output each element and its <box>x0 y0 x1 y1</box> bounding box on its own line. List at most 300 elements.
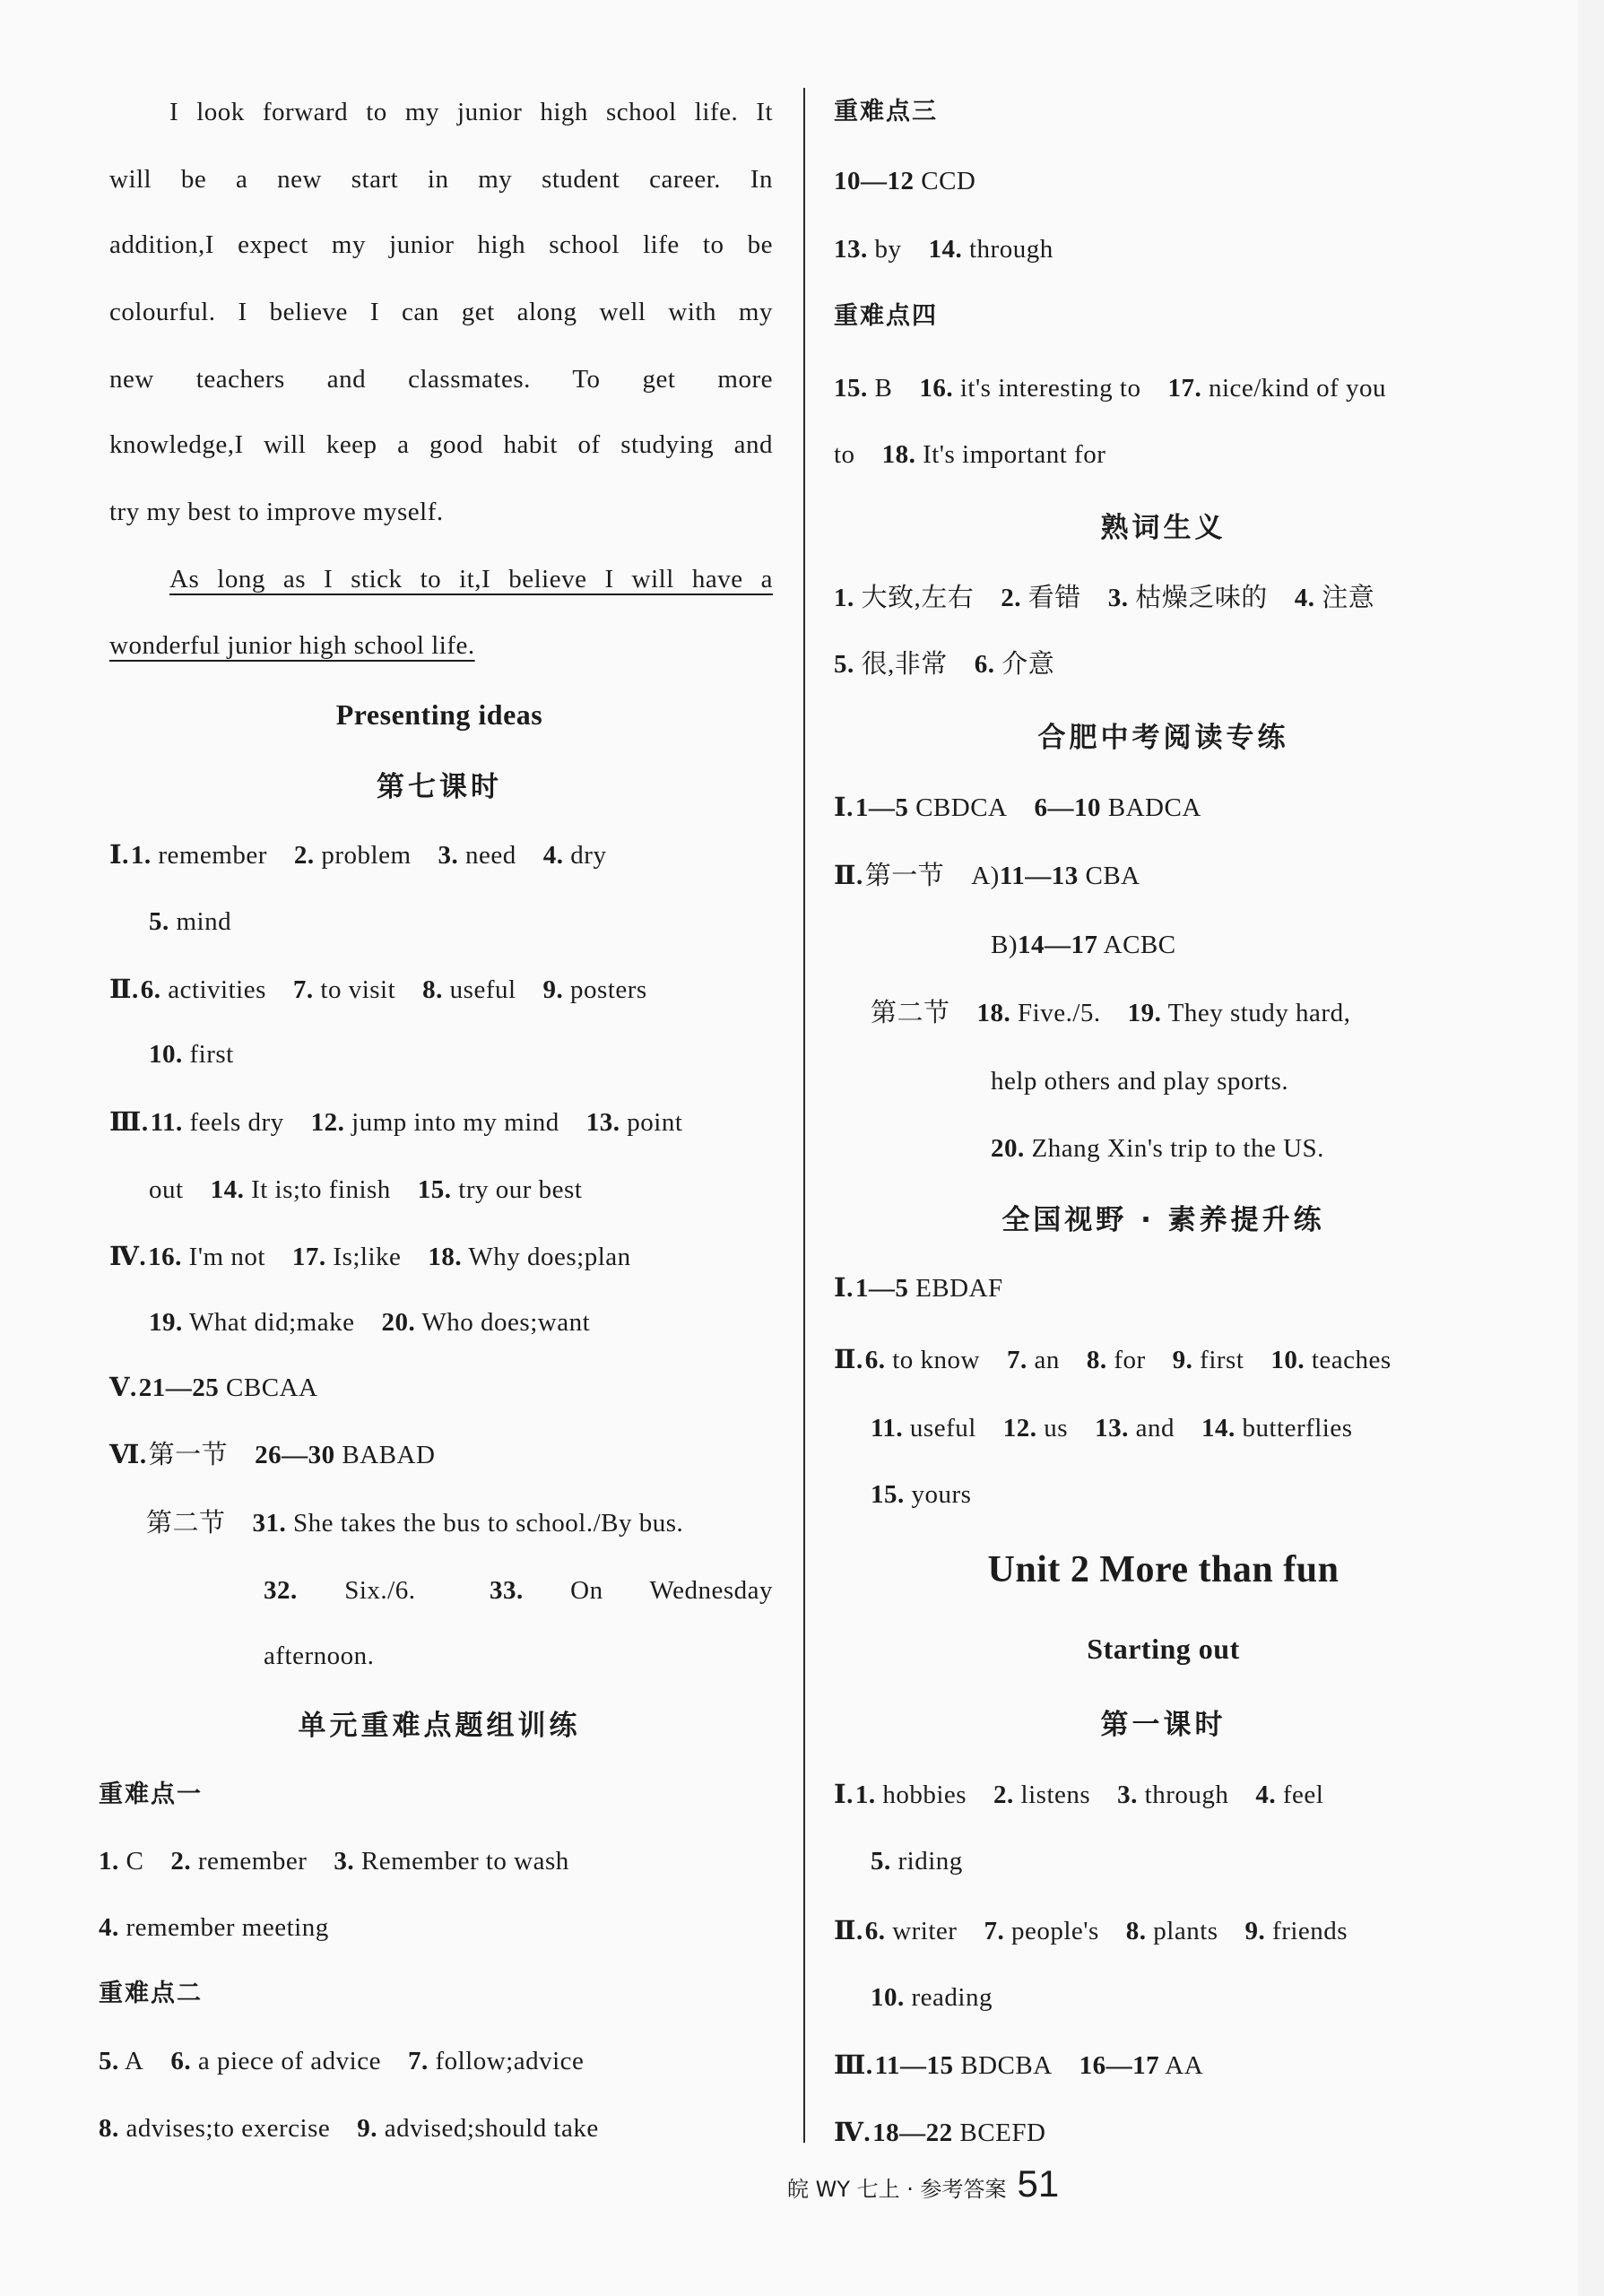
answer-item <box>834 1346 980 1374</box>
subsection-heading <box>99 1974 203 2014</box>
answer-text: 第七课时 <box>377 771 502 803</box>
answer-text: advised;should take <box>377 2114 599 2143</box>
answer-text: 很,非常 <box>854 650 948 679</box>
question-number: 15. <box>834 374 868 403</box>
answer-text: yours <box>904 1480 972 1509</box>
question-number: 9. <box>1244 1917 1266 1945</box>
question-number: 3. <box>1107 584 1129 612</box>
answer-item <box>149 1040 234 1069</box>
essay-line <box>109 160 773 199</box>
answer-text: people's <box>1004 1917 1099 1945</box>
answer-line <box>871 1408 1353 1448</box>
question-number: 1. <box>130 841 152 870</box>
question-number: 16. <box>919 374 954 403</box>
question-number: 9. <box>542 975 564 1004</box>
answer-text: a piece of advice <box>191 2047 381 2075</box>
answer-item <box>1270 1346 1391 1374</box>
answer-line <box>109 1237 631 1277</box>
question-number: 2. <box>1001 584 1022 612</box>
answer-line <box>149 902 231 941</box>
answer-item <box>109 841 267 870</box>
answer-text: to know <box>885 1346 980 1374</box>
answer-text: by <box>867 235 902 264</box>
answer-item <box>334 1847 568 1876</box>
answer-item <box>311 1108 559 1137</box>
answer-item <box>834 793 1008 822</box>
answer-item <box>169 98 773 126</box>
answer-item <box>109 498 444 526</box>
question-number: 8. <box>422 975 443 1004</box>
answer-item <box>169 565 773 593</box>
answer-text: try my best to improve myself. <box>109 498 444 526</box>
question-number: 8. <box>1125 1917 1147 1945</box>
question-number: 11. <box>871 1414 904 1443</box>
answer-text: addition,I expect my junior high school life to be <box>109 230 773 259</box>
answer-text: 熟词生义 <box>1100 512 1227 544</box>
answer-line <box>834 2046 1203 2085</box>
question-number: 16—17 <box>1079 2051 1160 2080</box>
answer-text: 注意 <box>1314 584 1375 612</box>
answer-text: butterflies <box>1235 1414 1353 1443</box>
answer-item <box>586 1108 683 1137</box>
roman-numeral: Ⅱ. <box>834 1346 863 1374</box>
answer-text: 介意 <box>994 650 1055 679</box>
answer-text: 第二节 <box>146 1509 226 1538</box>
answer-text: BDCBA <box>953 2051 1053 2080</box>
roman-numeral: Ⅵ. <box>109 1441 147 1469</box>
answer-item <box>1095 1414 1175 1443</box>
answer-text: through <box>1137 1780 1229 1809</box>
answer-item <box>991 931 1176 959</box>
answer-item <box>293 975 395 1004</box>
answer-text: Zhang Xin's trip to the US. <box>1024 1134 1324 1163</box>
answer-item <box>834 235 902 264</box>
answer-item <box>834 862 944 890</box>
answer-line <box>834 1775 1323 1815</box>
answer-item <box>834 1917 957 1945</box>
answer-text: C <box>118 1847 144 1876</box>
section-heading <box>834 1629 1493 1668</box>
roman-numeral: Ⅲ. <box>834 2051 873 2080</box>
answer-text: afternoon. <box>264 1642 375 1670</box>
answer-item <box>490 1576 773 1605</box>
question-number: 6—10 <box>1034 793 1101 822</box>
section-heading <box>834 1200 1493 1240</box>
answer-text: BADCA <box>1101 793 1201 822</box>
answer-text: new teachers and classmates. To get more <box>109 365 773 394</box>
answer-text: It's important for <box>915 440 1106 469</box>
page-footer <box>787 2162 1059 2205</box>
answer-item <box>834 1274 1003 1303</box>
answer-text: AA <box>1159 2051 1204 2080</box>
answer-item <box>109 1373 317 1402</box>
answer-line <box>871 1978 993 2017</box>
essay-line <box>169 92 773 132</box>
question-number: 4. <box>542 841 564 870</box>
page-number: 51 <box>1017 2162 1060 2205</box>
roman-numeral: Ⅰ. <box>834 1780 854 1809</box>
answer-text: 第一节 <box>864 862 945 890</box>
answer-item <box>1087 1346 1146 1374</box>
question-number: 14. <box>928 235 963 264</box>
answer-text: knowledge,I will keep a good habit of studying and <box>109 430 773 459</box>
answer-item <box>357 2114 599 2143</box>
answer-text: help others and play sports. <box>991 1067 1289 1096</box>
answer-line <box>834 1340 1392 1380</box>
answer-line <box>834 1269 1003 1308</box>
answer-text: Unit 2 More than fun <box>987 1549 1340 1590</box>
answer-item <box>149 907 231 936</box>
answer-item <box>929 235 1053 264</box>
answer-text: ACBC <box>1097 931 1176 959</box>
question-number: 6. <box>170 2047 192 2075</box>
answer-text: 全国视野 · 素养提升练 <box>1001 1204 1325 1236</box>
question-number: 12. <box>310 1108 345 1137</box>
answer-item <box>408 2047 584 2075</box>
question-number: 1. <box>99 1847 119 1876</box>
answer-item <box>1255 1780 1323 1809</box>
answer-text: out <box>149 1175 184 1204</box>
answer-item <box>170 2047 381 2075</box>
question-number: 18—22 <box>872 2118 953 2147</box>
question-number: 21—25 <box>138 1373 220 1402</box>
answer-item <box>264 1576 415 1605</box>
answer-item <box>1128 999 1351 1027</box>
answer-text: it's interesting to <box>953 374 1141 403</box>
answer-text: B <box>867 374 893 403</box>
answer-text: She takes the bus to school./By bus. <box>286 1509 684 1538</box>
answer-item <box>834 167 975 195</box>
question-number: 14—17 <box>1018 931 1098 959</box>
answer-text: 第二节 <box>871 999 950 1027</box>
question-number: 2. <box>170 1847 192 1876</box>
answer-line <box>109 970 647 1009</box>
answer-line <box>834 230 1053 269</box>
answer-item <box>993 1780 1090 1809</box>
answer-item <box>834 2118 1045 2147</box>
answer-text: Why does;plan <box>462 1243 631 1271</box>
answer-text: remember <box>191 1847 308 1876</box>
answer-item <box>1295 584 1375 612</box>
answer-text: A <box>118 2047 144 2075</box>
answer-line <box>149 1170 582 1209</box>
section-heading <box>834 718 1493 758</box>
essay-line <box>109 360 773 399</box>
answer-line <box>109 836 606 875</box>
answer-item <box>834 2051 1053 2080</box>
answer-text: feel <box>1276 1780 1324 1809</box>
roman-numeral: Ⅱ. <box>834 862 863 890</box>
answer-text: useful <box>442 975 516 1004</box>
answer-text: will be a new start in my student career. In <box>109 165 773 194</box>
answer-item <box>1101 1709 1227 1741</box>
answer-item <box>1087 1633 1239 1665</box>
question-number: 9. <box>1172 1346 1193 1374</box>
question-number: 33. <box>489 1576 524 1605</box>
question-number: 20. <box>991 1134 1025 1163</box>
answer-item <box>1007 1346 1060 1374</box>
answer-item <box>1126 1917 1218 1945</box>
answer-item <box>834 650 948 679</box>
answer-text: 重难点三 <box>834 98 938 126</box>
answer-item <box>381 1308 590 1337</box>
question-number: 12. <box>1002 1414 1037 1443</box>
section-heading <box>99 695 780 734</box>
answer-line <box>99 2109 599 2148</box>
answer-line <box>834 578 1374 618</box>
answer-item <box>834 374 892 403</box>
roman-numeral: Ⅰ. <box>834 793 854 822</box>
subsection-heading <box>834 92 938 132</box>
answer-item <box>991 1067 1288 1096</box>
question-number: 18. <box>881 440 916 469</box>
answer-text: through <box>962 235 1053 264</box>
answer-item <box>871 1847 963 1876</box>
answer-text: plants <box>1146 1917 1218 1945</box>
answer-item <box>336 698 543 731</box>
question-number: 9. <box>357 2114 377 2143</box>
roman-numeral: Ⅱ. <box>834 1917 863 1945</box>
answer-item <box>109 365 773 394</box>
question-number: 4. <box>1294 584 1315 612</box>
question-number: 4. <box>99 1913 119 1942</box>
answer-line <box>109 1103 682 1142</box>
answer-item <box>253 1509 684 1538</box>
answer-line <box>834 645 1054 684</box>
question-number: 1—5 <box>854 793 909 822</box>
answer-item <box>834 584 974 612</box>
question-number: 5. <box>871 1847 891 1876</box>
answer-text: Six./6. <box>297 1576 416 1605</box>
answer-text: 重难点四 <box>834 302 938 330</box>
question-number: 5. <box>149 907 169 936</box>
answer-text: They study hard, <box>1161 999 1351 1027</box>
answer-item <box>1079 2051 1204 2080</box>
answer-item <box>975 650 1055 679</box>
answer-text: It is;to finish <box>244 1175 391 1204</box>
answer-text: writer <box>885 1917 958 1945</box>
answer-line <box>834 368 1386 408</box>
roman-numeral: Ⅱ. <box>109 975 139 1004</box>
answer-text: need <box>458 841 516 870</box>
answer-text: listens <box>1013 1780 1091 1809</box>
answer-text: 重难点二 <box>99 1980 203 2007</box>
answer-text: What did;make <box>182 1308 355 1337</box>
column-divider <box>803 88 805 2143</box>
roman-numeral: Ⅳ. <box>109 1243 147 1271</box>
question-number: 20. <box>381 1308 416 1337</box>
answer-text: remember <box>151 841 267 870</box>
subsection-heading <box>99 1775 203 1815</box>
answer-line <box>871 1841 963 1881</box>
answer-text: us <box>1036 1414 1069 1443</box>
answer-text: for <box>1106 1346 1146 1374</box>
answer-text: nice/kind of you <box>1201 374 1387 403</box>
answer-item <box>1035 793 1201 822</box>
question-number: 10—12 <box>834 167 915 195</box>
question-number: 13. <box>585 1108 620 1137</box>
answer-item <box>438 841 516 870</box>
answer-item <box>299 1710 581 1742</box>
answer-item <box>1167 374 1386 403</box>
answer-item <box>1117 1780 1228 1809</box>
section-heading <box>99 1706 780 1746</box>
answer-text: feels dry <box>182 1108 284 1137</box>
question-number: 17. <box>291 1243 326 1271</box>
answer-item <box>99 1980 203 2007</box>
roman-numeral: Ⅳ. <box>834 2118 871 2147</box>
answer-item <box>919 374 1140 403</box>
question-number: 1. <box>834 584 854 612</box>
answer-text: BABAD <box>334 1441 436 1469</box>
question-number: 18. <box>428 1243 463 1271</box>
answer-text: Starting out <box>1087 1633 1240 1665</box>
answer-text: As long as I stick to it,I believe I will have a <box>169 565 773 593</box>
question-number: 1. <box>854 1780 876 1809</box>
question-number: 2. <box>993 1780 1014 1809</box>
answer-line <box>834 435 1105 474</box>
section-heading <box>834 1705 1493 1745</box>
answer-item <box>211 1175 391 1204</box>
question-number: 14. <box>210 1175 245 1204</box>
answer-text: activities <box>160 975 266 1004</box>
question-number: 19. <box>149 1308 183 1337</box>
question-number: 11—13 <box>999 862 1079 890</box>
roman-numeral: Ⅰ. <box>834 1274 854 1303</box>
question-number: 4. <box>1255 1780 1277 1809</box>
question-number: 16. <box>148 1243 182 1271</box>
answer-item <box>882 440 1106 469</box>
answer-item <box>292 1243 402 1271</box>
answer-item <box>99 1780 203 1808</box>
answer-item <box>149 1175 184 1204</box>
roman-numeral: Ⅴ. <box>109 1373 137 1402</box>
answer-text: jump into my mind <box>344 1108 559 1137</box>
answer-item <box>149 1308 354 1337</box>
answer-text: CCD <box>914 167 976 195</box>
answer-item <box>1173 1346 1244 1374</box>
question-number: 7. <box>1006 1346 1027 1374</box>
answer-item <box>834 98 938 126</box>
answer-item <box>255 1441 435 1469</box>
answer-text: reading <box>904 1983 993 2012</box>
answer-item <box>991 1134 1324 1163</box>
question-number: 3. <box>334 1847 355 1876</box>
question-number: 13. <box>1095 1414 1129 1443</box>
question-number: 10. <box>149 1040 183 1069</box>
answer-text: try our best <box>451 1175 583 1204</box>
answer-text: and <box>1128 1414 1175 1443</box>
answer-item <box>1201 1414 1353 1443</box>
answer-item <box>1003 1414 1068 1443</box>
essay-line <box>109 425 773 464</box>
answer-text: to visit <box>313 975 396 1004</box>
answer-item <box>1001 584 1081 612</box>
answer-line <box>109 1368 317 1408</box>
question-number: 17. <box>1167 374 1202 403</box>
answer-text: Who does;want <box>415 1308 591 1337</box>
answer-line <box>99 1841 569 1881</box>
question-number: 11—15 <box>874 2051 954 2080</box>
question-number: 18. <box>976 999 1011 1027</box>
answer-item <box>109 975 266 1004</box>
answer-item <box>146 1509 226 1538</box>
answer-text: dry <box>563 841 607 870</box>
answer-line <box>146 1503 683 1543</box>
answer-text: CBDCA <box>908 793 1008 822</box>
roman-numeral: Ⅲ. <box>109 1108 149 1137</box>
answer-text: riding <box>890 1847 963 1876</box>
answer-item <box>971 862 1140 890</box>
answer-item <box>543 841 607 870</box>
question-number: 13. <box>834 235 868 264</box>
question-number: 15. <box>417 1175 452 1204</box>
answer-text: hobbies <box>875 1780 967 1809</box>
answer-item <box>418 1175 583 1204</box>
question-number: 10. <box>1270 1346 1305 1374</box>
answer-item <box>422 975 516 1004</box>
answer-text: an <box>1027 1346 1060 1374</box>
answer-item <box>834 1780 967 1809</box>
answer-text: point <box>620 1108 683 1137</box>
answer-text: friends <box>1265 1917 1348 1945</box>
answer-item <box>170 1847 307 1876</box>
answer-item <box>99 2047 143 2075</box>
answer-text: useful <box>903 1414 976 1443</box>
answer-text: to <box>834 440 855 469</box>
subsection-heading <box>834 297 938 336</box>
essay-line <box>169 559 773 599</box>
answer-item <box>834 302 938 330</box>
question-number: 7. <box>292 975 314 1004</box>
answer-item <box>543 975 647 1004</box>
answer-text: 第一课时 <box>1100 1709 1227 1741</box>
answer-item <box>377 771 502 803</box>
answer-line <box>834 161 975 201</box>
answer-text: posters <box>563 975 647 1004</box>
essay-line <box>109 225 773 264</box>
question-number: 2. <box>293 841 315 870</box>
question-number: 5. <box>834 650 854 679</box>
answer-text: first <box>1192 1346 1244 1374</box>
answer-text: problem <box>314 841 412 870</box>
answer-text: Remember to wash <box>354 1847 569 1876</box>
essay-line <box>109 626 475 665</box>
section-heading <box>834 508 1493 548</box>
answer-text: colourful. I believe I can get along well with my <box>109 298 773 326</box>
answer-item <box>977 999 1101 1027</box>
answer-text: EBDAF <box>908 1274 1003 1303</box>
question-number: 7. <box>984 1917 1005 1945</box>
question-number: 32. <box>264 1576 298 1605</box>
answer-text: On Wednesday <box>523 1576 773 1605</box>
question-number: 5. <box>99 2047 119 2075</box>
answer-text: remember meeting <box>118 1913 329 1942</box>
question-number: 6. <box>864 1917 886 1945</box>
answer-item <box>264 1642 374 1670</box>
question-number: 6. <box>140 975 161 1004</box>
answer-item <box>1245 1917 1348 1945</box>
answer-item <box>99 1847 143 1876</box>
answer-text: CBA <box>1078 862 1140 890</box>
answer-text: CBCAA <box>219 1373 318 1402</box>
answer-line <box>834 856 1140 896</box>
answer-item <box>834 440 855 469</box>
essay-line <box>264 1571 773 1610</box>
answer-item <box>109 298 773 326</box>
question-number: 8. <box>1086 1346 1107 1374</box>
answer-line <box>109 1435 435 1475</box>
